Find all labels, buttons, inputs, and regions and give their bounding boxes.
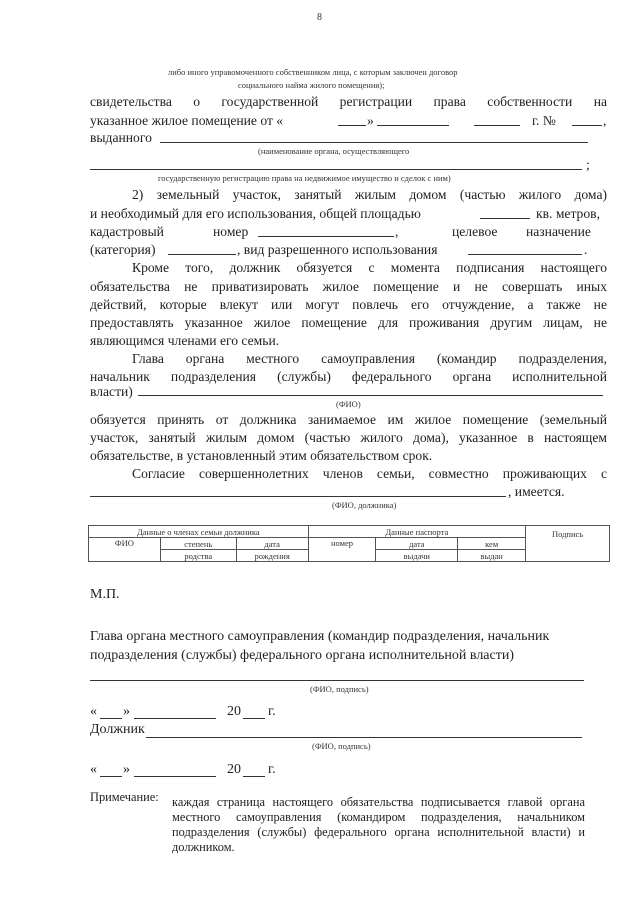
header-caption-1: либо иного управомоченного собственником лица, с которым заключен договор — [168, 67, 458, 77]
p4-line-3: власти) — [90, 384, 133, 399]
area-blank — [480, 218, 530, 219]
date-year-blank — [474, 125, 520, 126]
date2-year: 20 — [227, 762, 241, 777]
note-line-2: местного самоуправления (командиром подразделения, начальником — [172, 810, 585, 824]
caption-debtor-fio: (ФИО, должника) — [332, 500, 397, 510]
th-issue-date-1: дата — [376, 538, 458, 550]
table-header-row-1 — [89, 526, 610, 538]
p3-line-2: обязательства не приватизировать жилое помещение и не совершать иных — [90, 279, 607, 294]
p2-line-3-e: назначение — [526, 224, 591, 239]
caption-registration: государственную регистрацию права на недвижимое имущество и сделок с ним) — [158, 173, 451, 183]
date1-g: г. — [268, 704, 276, 719]
p2-line-3-a: кадастровый — [90, 224, 164, 239]
th-issue-date-2: выдачи — [376, 550, 458, 562]
semicolon: ; — [586, 157, 590, 172]
header-caption-2: социального найма жилого помещения); — [238, 80, 385, 90]
family-members-blank — [90, 496, 506, 497]
p2-line-4-b: , вид разрешенного использования — [237, 242, 438, 257]
p3-line-3: действий, которые влекут или могут повлечь его отчуждение, а также не — [90, 297, 607, 312]
number-blank — [572, 125, 602, 126]
p4-line-5: участок, занятый жилым домом (частью жилого дома), указанное в настоящем — [90, 430, 607, 445]
head-fio-blank — [138, 395, 603, 396]
p1-line-2-b: » — [367, 113, 374, 128]
date1-year-blank — [243, 718, 265, 719]
date1-open-quote: « — [90, 704, 97, 719]
date2-month-blank — [134, 776, 216, 777]
p1-line-3: выданного — [90, 130, 152, 145]
date-day-blank — [338, 125, 366, 126]
th-relation-1: степень — [160, 538, 236, 550]
note-line-4: должником. — [172, 840, 235, 854]
cadastral-number-blank — [258, 236, 394, 237]
registration-organ-blank — [90, 169, 582, 170]
date2-year-blank — [243, 776, 265, 777]
p4-line-1: Глава органа местного самоуправления (командир подразделения, — [132, 351, 607, 366]
p5-line-1: Согласие совершеннолетних членов семьи, совместно проживающих с — [132, 466, 607, 481]
caption-organ: (наименование органа, осуществляющего — [258, 146, 410, 156]
family-members-table — [88, 525, 610, 562]
head-sign-line-2: подразделения (службы) федерального органа исполнительной власти) — [90, 648, 514, 663]
th-issued-by-1: кем — [458, 538, 526, 550]
page-number: 8 — [317, 12, 322, 23]
p2-line-3-b: номер — [213, 224, 249, 239]
date2-close-quote: » — [123, 762, 130, 777]
seal-place-mark: М.П. — [90, 587, 120, 602]
th-relation-2: родства — [160, 550, 236, 562]
p3-line-1: Кроме того, должник обязуется с момента подписания настоящего — [132, 260, 607, 275]
th-signature: Подпись — [526, 526, 610, 562]
date2-g: г. — [268, 762, 276, 777]
p4-line-4: обязуется принять от должника занимаемое им жилое помещение (земельный — [90, 412, 607, 427]
date1-year: 20 — [227, 704, 241, 719]
p1-line-2-end: , — [603, 113, 607, 128]
head-signature-blank — [90, 680, 584, 681]
p2-line-4-a: (категория) — [90, 242, 156, 257]
p3-line-4: предоставлять указанное жилое помещение для проживания другим лицам, не — [90, 315, 607, 330]
debtor-label: Должник — [90, 722, 145, 737]
date1-close-quote: » — [123, 704, 130, 719]
th-family-group: Данные о членах семьи должника — [89, 526, 309, 538]
note-label: Примечание: — [90, 790, 159, 804]
th-birth-2: рождения — [236, 550, 308, 562]
date1-day-blank — [100, 718, 122, 719]
th-birth-1: дата — [236, 538, 308, 550]
caption-fio: (ФИО) — [336, 399, 361, 409]
th-number: номер — [308, 538, 376, 562]
debtor-signature-blank — [146, 737, 582, 738]
caption-debtor-signature: (ФИО, подпись) — [312, 741, 371, 751]
th-issued-by-2: выдан — [458, 550, 526, 562]
p4-line-6: обязательстве, в установленный этим обязательством срок. — [90, 448, 433, 463]
permitted-use-blank — [468, 254, 582, 255]
p2-line-3-d: целевое — [452, 224, 498, 239]
p1-line-1: свидетельства о государственной регистрации права собственности на — [90, 94, 607, 109]
date-month-blank — [377, 125, 449, 126]
date1-month-blank — [134, 718, 216, 719]
date2-day-blank — [100, 776, 122, 777]
head-sign-line-1: Глава органа местного самоуправления (командир подразделения, начальник — [90, 629, 550, 644]
caption-head-signature: (ФИО, подпись) — [310, 684, 369, 694]
p2-line-3-c: , — [395, 224, 399, 239]
note-line-1: каждая страница настоящего обязательства подписывается главой органа — [172, 795, 585, 809]
p1-line-2-a: указанное жилое помещение от « — [90, 113, 284, 128]
issued-by-blank — [160, 142, 588, 143]
th-passport-group: Данные паспорта — [308, 526, 526, 538]
p3-line-5: являющимся членами его семьи. — [90, 333, 280, 348]
note-line-3: подразделения (службы) федерального органа исполнительной власти) и — [172, 825, 585, 839]
p2-line-4-c: . — [584, 242, 588, 257]
p2-line-2-b: кв. метров, — [536, 206, 600, 221]
p1-line-2-c: г. № — [532, 113, 556, 128]
p2-line-1: 2) земельный участок, занятый жилым домом (частью жилого дома) — [132, 187, 607, 202]
p4-line-2: начальник подразделения (службы) федерального органа исполнительной — [90, 369, 607, 384]
p2-line-2-a: и необходимый для его использования, общей площадью — [90, 206, 421, 221]
date2-open-quote: « — [90, 762, 97, 777]
p5-line-2-end: , имеется. — [508, 484, 565, 499]
th-fio: ФИО — [89, 538, 161, 562]
category-blank — [168, 254, 236, 255]
